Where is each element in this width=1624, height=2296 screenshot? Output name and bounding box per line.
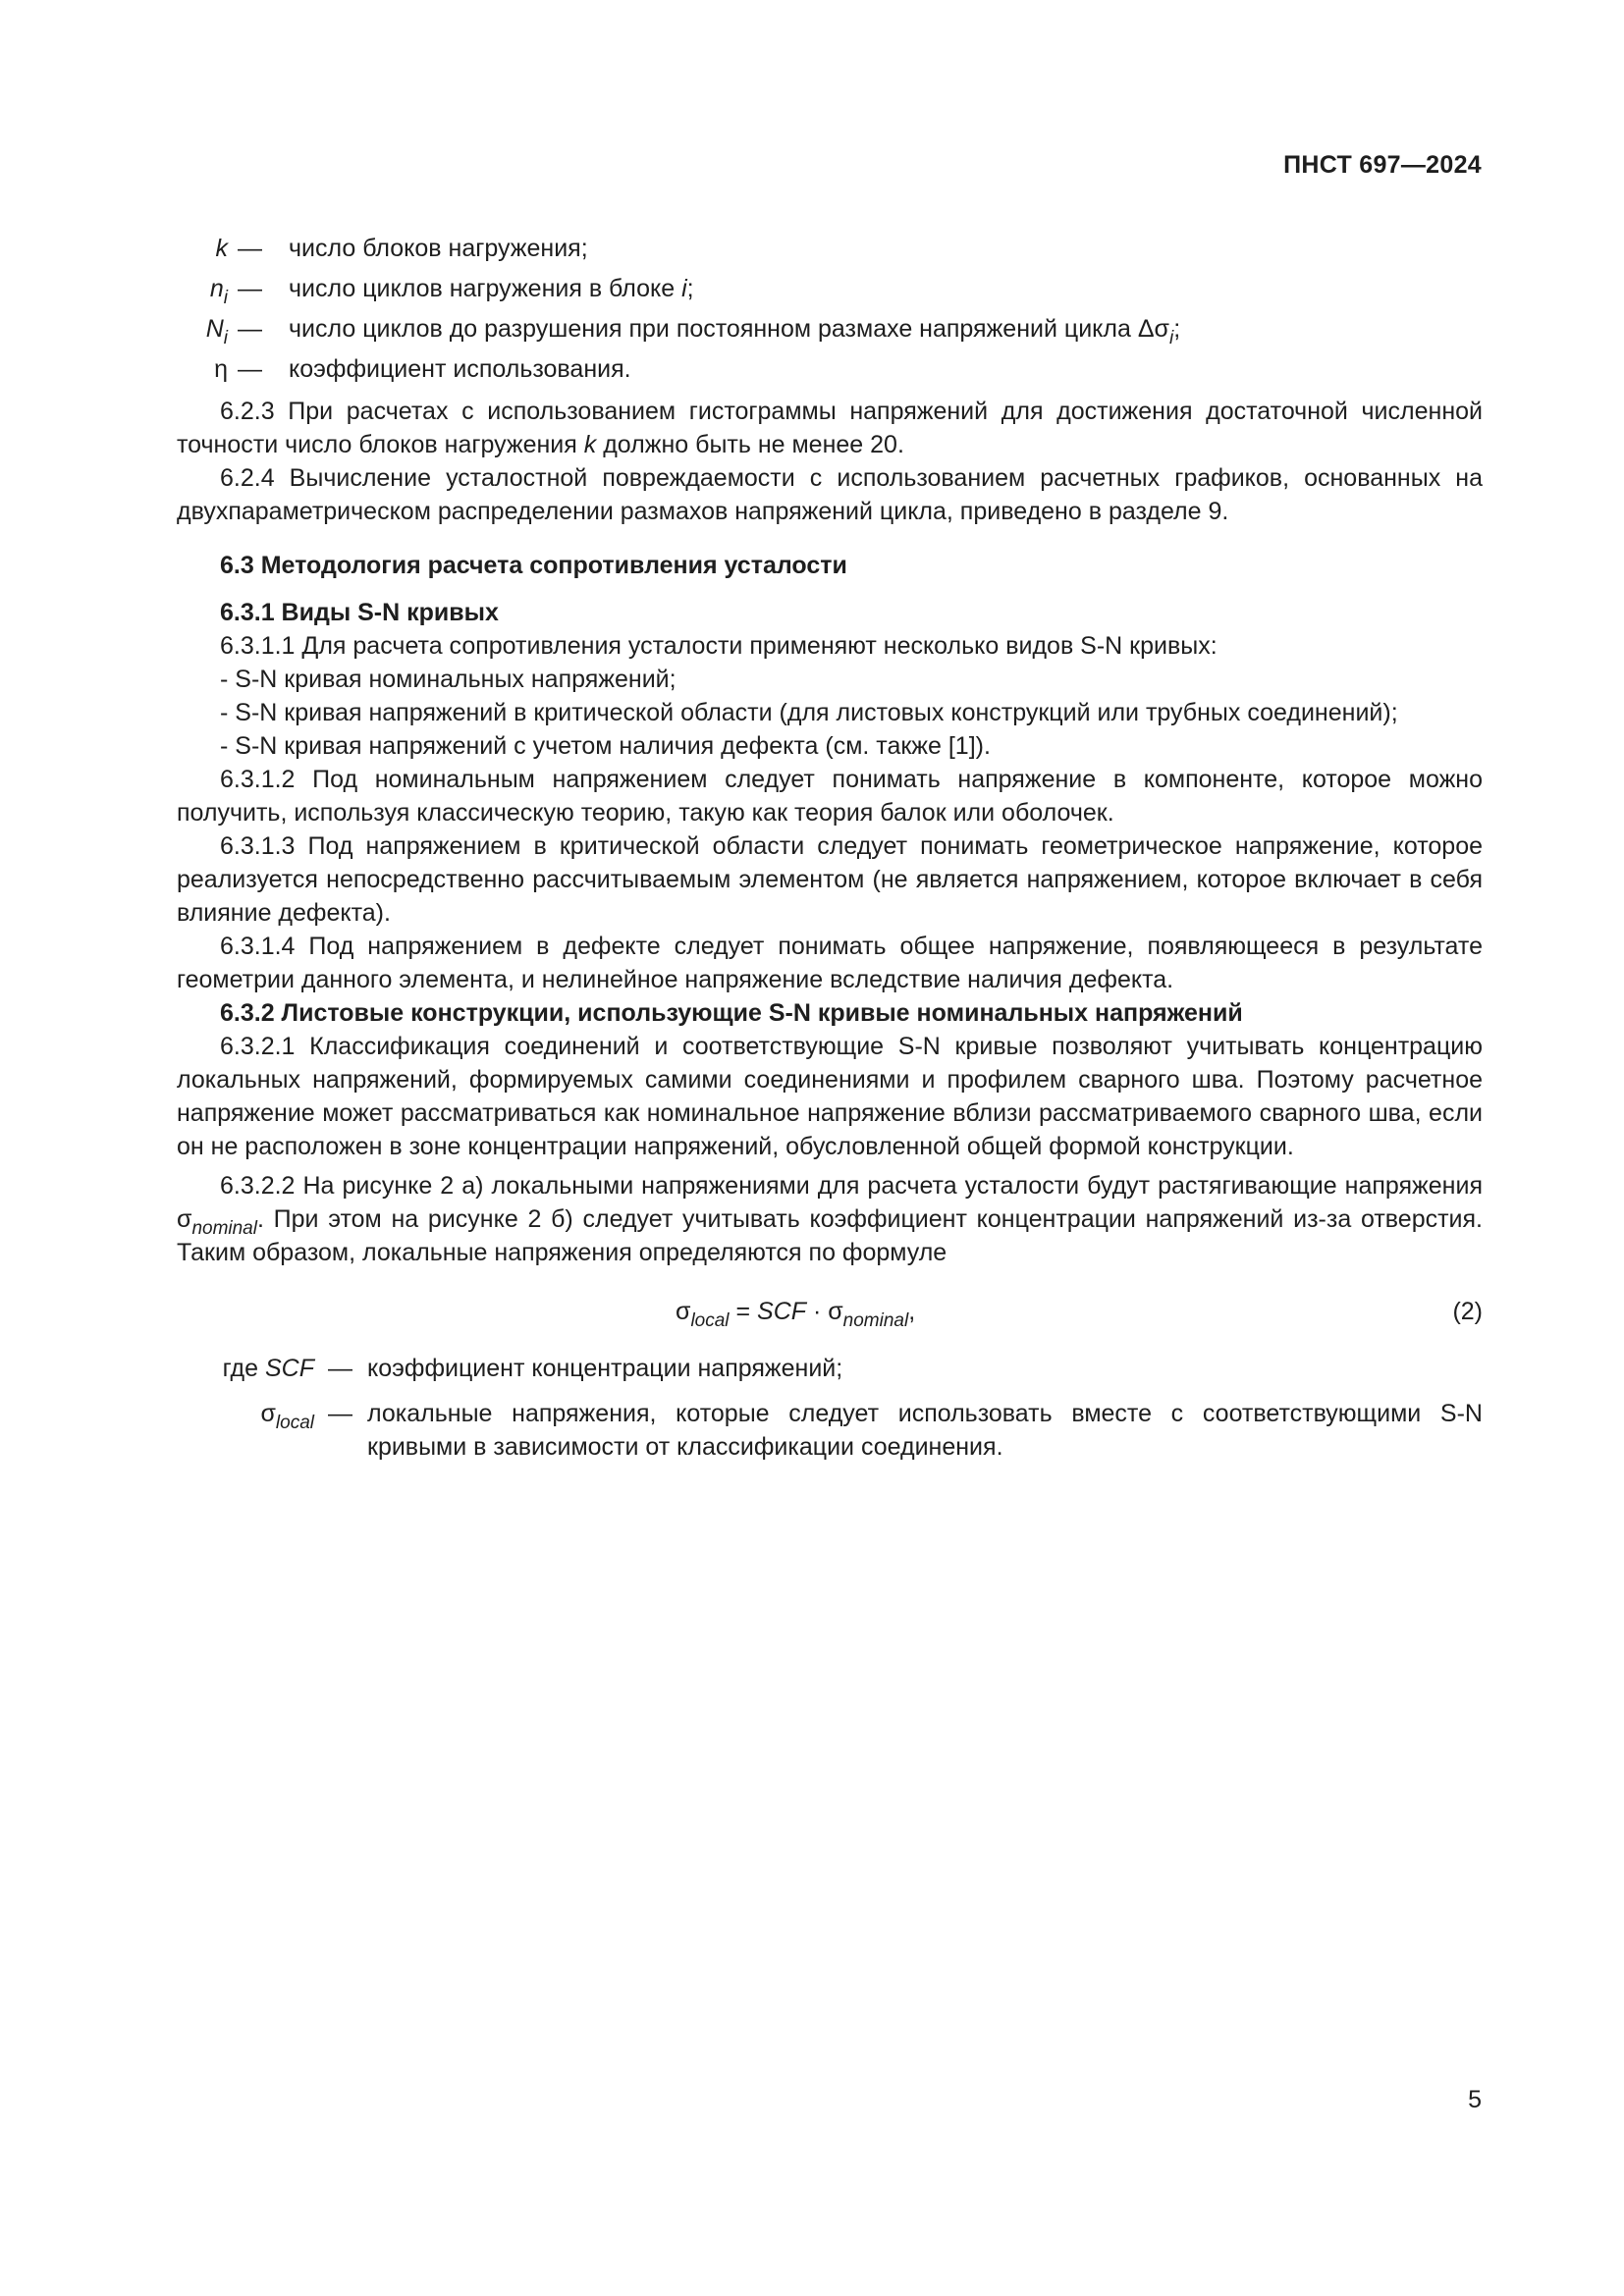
paragraph-6-2-4: 6.2.4 Вычисление усталостной повреждаемости с использованием расчетных графиков, основанных на двухпараметрическом распределении размахов напряжений цикла, приведено в разделе 9. (177, 464, 1483, 525)
section-heading-6-3: 6.3 Методология расчета сопротивления усталости (220, 552, 847, 579)
definition-symbol: k (215, 235, 228, 262)
definition-text: число блоков нагружения; (289, 235, 588, 262)
list-item: - S-N кривая напряжений с учетом наличия дефекта (см. также [1]). (220, 732, 991, 760)
definition-row (177, 232, 1483, 272)
where-symbol: где SCF (222, 1355, 314, 1382)
definition-dash: — (238, 315, 262, 343)
where-dash: — (328, 1400, 352, 1427)
paragraph-6-3-2-1: 6.3.2.1 Классификация соединений и соответствующие S-N кривые позволяют учитывать концентрацию локальных напряжений, формируемых самими соединениями и профилем сварного шва. Поэтому расчетное напряжение может рассматриваться как номинальное напряжение вблизи рассматриваемого сварного шва, если он не расположен в зоне концентрации напряжений, обусловленной общей формой конструкции. (177, 1033, 1483, 1160)
page-content (177, 232, 1483, 1464)
definition-dash: — (238, 355, 262, 383)
section-heading-6-3-2: 6.3.2 Листовые конструкции, использующие S-N кривые номинальных напряжений (220, 999, 1243, 1027)
definition-text: число циклов нагружения в блоке i; (289, 275, 694, 302)
definition-dash: — (238, 275, 262, 302)
definition-row (177, 272, 1483, 312)
definition-dash: — (238, 235, 262, 262)
where-text: локальные напряжения, которые следует использовать вместе с соответствующими S-N кривыми в зависимости от классификации соединения. (367, 1400, 1483, 1461)
definition-row (177, 352, 1483, 393)
paragraph-6-3-2-2: 6.3.2.2 На рисунке 2 а) локальными напряжениями для расчета усталости будут растягивающие напряжения $\sigma_{nominal}$. При этом на рисунке 2 б) следует учитывать коэффициент концентрации напряжений из-за отверстия. Таким образом, локальные напряжения определяются по формуле (177, 1172, 1483, 1266)
formula-row (177, 1275, 1483, 1346)
paragraph-6-2-3: 6.2.3 При расчетах с использованием гистограммы напряжений для достижения достаточной численной точности число блоков нагружения k должно быть не менее 20. (177, 398, 1483, 458)
paragraph-6-3-1-1: 6.3.1.1 Для расчета сопротивления усталости применяют несколько видов S-N кривых: (220, 632, 1218, 660)
formula-2: $\sigma_{local}$ = SCF · $\sigma_{nominal}$, (676, 1298, 916, 1331)
definition-row (177, 312, 1483, 352)
definition-text: коэффициент использования. (289, 355, 631, 383)
where-definition-row (177, 1352, 1483, 1385)
paragraph-6-3-1-3: 6.3.1.3 Под напряжением в критической области следует понимать геометрическое напряжение, которое реализуется непосредственно рассчитываемым элементом (не является напряжением, которое включает в себя влияние дефекта). (177, 832, 1483, 927)
list-item: - S-N кривая напряжений в критической области (для листовых конструкций или трубных соединений); (220, 699, 1398, 726)
page-number: 5 (1468, 2086, 1482, 2113)
document-code: ПНСТ 697—2024 (1283, 151, 1482, 179)
definition-symbol: $n_i$ (209, 275, 228, 308)
list-item: - S-N кривая номинальных напряжений; (220, 666, 677, 693)
section-heading-6-3-1: 6.3.1 Виды S-N кривых (220, 599, 499, 626)
definition-symbol: $N_i$ (205, 315, 228, 348)
definition-text: число циклов до разрушения при постоянном размахе напряжений цикла $\Delta\sigma_i$; (289, 315, 1181, 348)
where-symbol: $\sigma_{local}$ (260, 1400, 314, 1433)
where-definition-row (177, 1397, 1483, 1464)
definition-symbol: η (214, 355, 228, 383)
paragraph-6-3-1-4: 6.3.1.4 Под напряжением в дефекте следует понимать общее напряжение, появляющееся в результате геометрии данного элемента, и нелинейное напряжение вследствие наличия дефекта. (177, 933, 1483, 993)
formula-number: (2) (1452, 1298, 1483, 1325)
where-dash: — (328, 1355, 352, 1382)
paragraph-6-3-1-2: 6.3.1.2 Под номинальным напряжением следует понимать напряжение в компоненте, которое можно получить, используя классическую теорию, такую как теория балок или оболочек. (177, 766, 1483, 827)
where-text: коэффициент концентрации напряжений; (367, 1355, 843, 1382)
